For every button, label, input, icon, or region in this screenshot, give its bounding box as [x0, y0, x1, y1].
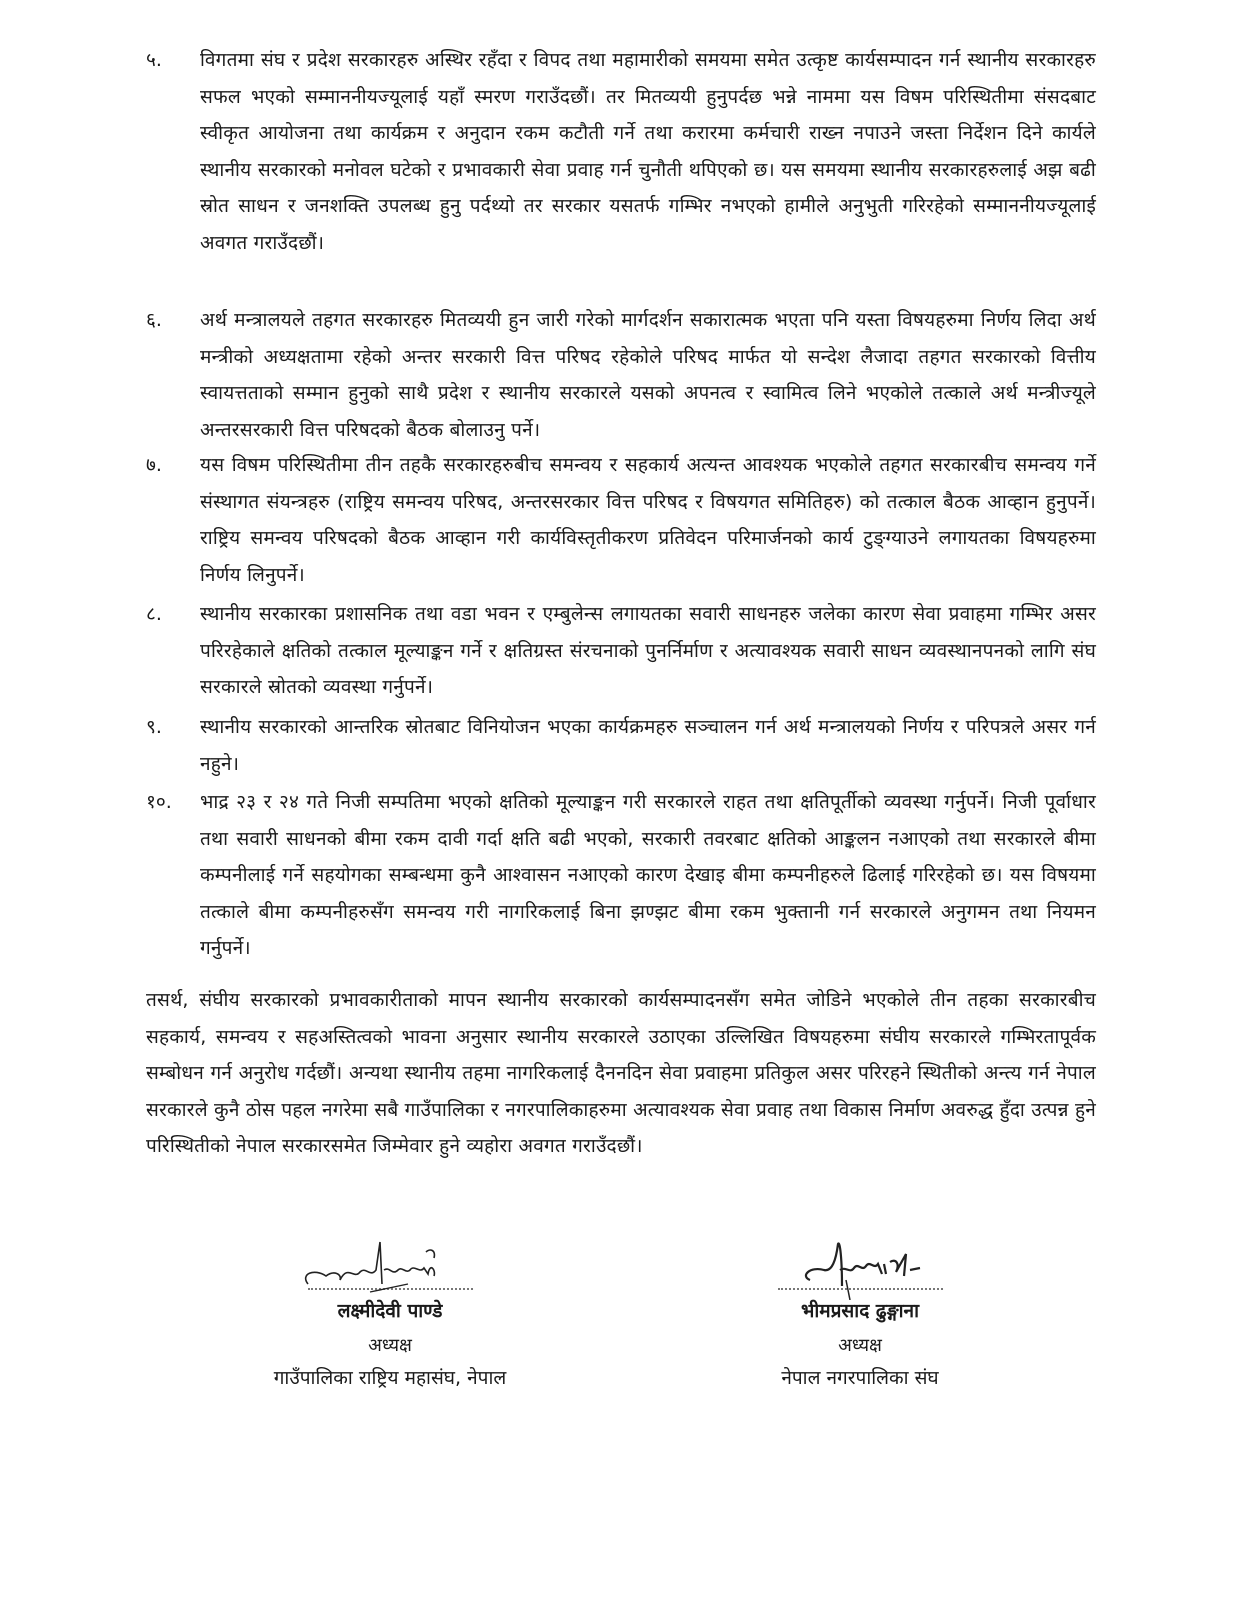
- item-number: ९.: [146, 716, 162, 738]
- item-text: स्थानीय सरकारको आन्तरिक स्रोतबाट विनियोजन भएका कार्यक्रमहरु सञ्चालन गर्न अर्थ मन्त्रालयको निर्णय र परिपत्रले असर गर्न नहुने।: [200, 716, 1096, 775]
- conclusion-paragraph: तसर्थ, संघीय सरकारको प्रभावकारीताको मापन स्थानीय सरकारको कार्यसम्पादनसँग समेत जोडिने भएकोले तीन तहका सरकारबीच सहकार्य, समन्वय र सहअस्तित्वको भावना अनुसार स्थानीय सरकारले उठाएका उल्लिखित विषयहरुमा संघीय सरकारले गम्भिरतापूर्वक सम्बोधन गर्न अनुरोध गर्दछौं। अन्यथा स्थानीय तहमा नागरिकलाई दैननदिन सेवा प्रवाहमा प्रतिकुल असर परिरहने स्थितीको अन्त्य गर्न नेपाल सरकारले कुनै ठोस पहल नगरेमा सबै गाउँपालिका र नगरपालिकाहरुमा अत्यावश्यक सेवा प्रवाह तथा विकास निर्माण अवरुद्ध हुँदा उत्पन्न हुने परिस्थितीको नेपाल सरकारसमेत जिम्मेवार हुने व्यहोरा अवगत गराउँदछौं।: [146, 989, 1096, 1157]
- item-number: १०.: [146, 791, 172, 813]
- item-text: अर्थ मन्त्रालयले तहगत सरकारहरु मितव्ययी हुन जारी गरेको मार्गदर्शन सकारात्मक भएता पनि यस्ता विषयहरुमा निर्णय लिदा अर्थ मन्त्रीको अध्यक्षतामा रहेको अन्तर सरकारी वित्त परिषद रहेकोले परिषद मार्फत यो सन्देश लैजादा तहगत सरकारको वित्तीय स्वायत्तताको सम्मान हुनुको साथै प्रदेश र स्थानीय सरकारले यसको अपनत्व र स्वामित्व लिने भएकोले तत्काले अर्थ मन्त्रीज्यूले अन्तरसरकारी वित्त परिषदको बैठक बोलाउनु पर्ने।: [200, 309, 1096, 441]
- signatory-name: भीमप्रसाद ढुङ्गाना: [800, 1300, 920, 1322]
- item-text: भाद्र २३ र २४ गते निजी सम्पतिमा भएको क्षतिको मूल्याङ्कन गरी सरकारले राहत तथा क्षतिपूर्तीको व्यवस्था गर्नुपर्ने। निजी पूर्वाधार तथा सवारी साधनको बीमा रकम दावी गर्दा क्षति बढी भएको, सरकारी तवरबाट क्षतिको आङ्कलन नआएको तथा सरकारले बीमा कम्पनीलाई गर्ने सहयोगका सम्बन्धमा कुनै आश्वासन नआएको कारण देखाइ बीमा कम्पनीहरुले ढिलाई गरिरहेको छ। यस विषयमा तत्काले बीमा कम्पनीहरुसँग समन्वय गरी नागरिकलाई बिना झण्झट बीमा रकम भुक्तानी गर्न सरकारले अनुगमन तथा नियमन गर्नुपर्ने।: [200, 791, 1096, 959]
- item-number: ७.: [146, 454, 162, 476]
- signature-block-right: [700, 1240, 1020, 1394]
- item-text: स्थानीय सरकारका प्रशासनिक तथा वडा भवन र एम्बुलेन्स लगायतका सवारी साधनहरु जलेका कारण सेवा प्रवाहमा गम्भिर असर परिरहेकाले क्षतिको तत्काल मूल्याङ्कन गर्ने र क्षतिग्रस्त संरचनाको पुनर्निर्माण र अत्यावश्यक सवारी साधन व्यवस्थानपनको लागि संघ सरकारले स्रोतको व्यवस्था गर्नुपर्ने।: [200, 603, 1096, 698]
- item-number: ८.: [146, 603, 162, 625]
- signatory-organization: नेपाल नगरपालिका संघ: [781, 1367, 939, 1389]
- handwritten-signature-left: [230, 1240, 550, 1288]
- signatory-organization: गाउँपालिका राष्ट्रिय महासंघ, नेपाल: [273, 1367, 507, 1389]
- item-number: ५.: [146, 49, 162, 71]
- item-number: ६.: [146, 309, 162, 331]
- signature-block-left: [230, 1240, 550, 1394]
- item-text: विगतमा संघ र प्रदेश सरकारहरु अस्थिर रहँदा र विपद तथा महामारीको समयमा समेत उत्कृष्ट कार्यसम्पादन गर्न स्थानीय सरकारहरु सफल भएको सम्माननीयज्यूलाई यहाँ स्मरण गराउँदछौं। तर मितव्ययी हुनुपर्दछ भन्ने नाममा यस विषम परिस्थितीमा संसदबाट स्वीकृत आयोजना तथा कार्यक्रम र अनुदान रकम कटौती गर्ने तथा करारमा कर्मचारी राख्न नपाउने जस्ता निर्देशन दिने कार्यले स्थानीय सरकारको मनोवल घटेको र प्रभावकारी सेवा प्रवाह गर्न चुनौती थपिएको छ। यस समयमा स्थानीय सरकारहरुलाई अझ बढी स्रोत साधन र जनशक्ति उपलब्ध हुनु पर्दथ्यो तर सरकार यसतर्फ गम्भिर नभएको हामीले अनुभुती गरिरहेको सम्माननीयज्यूलाई अवगत गराउँदछौं।: [200, 49, 1096, 254]
- signatory-title: अध्यक्ष: [368, 1335, 412, 1356]
- signatory-title: अध्यक्ष: [838, 1335, 882, 1356]
- signatory-name: लक्ष्मीदेवी पाण्डे: [337, 1300, 443, 1322]
- handwritten-signature-right: [700, 1240, 1020, 1288]
- item-text: यस विषम परिस्थितीमा तीन तहकै सरकारहरुबीच समन्वय र सहकार्य अत्यन्त आवश्यक भएकोले तहगत सरकारबीच समन्वय गर्ने संस्थागत संयन्त्रहरु (राष्ट्रिय समन्वय परिषद, अन्तरसरकार वित्त परिषद र विषयगत समितिहरु) को तत्काल बैठक आव्हान हुनुपर्ने। राष्ट्रिय समन्वय परिषदको बैठक आव्हान गरी कार्यविस्तृतीकरण प्रतिवेदन परिमार्जनको कार्य टुङ्ग्याउने लगायतका विषयहरुमा निर्णय लिनुपर्ने।: [200, 454, 1096, 586]
